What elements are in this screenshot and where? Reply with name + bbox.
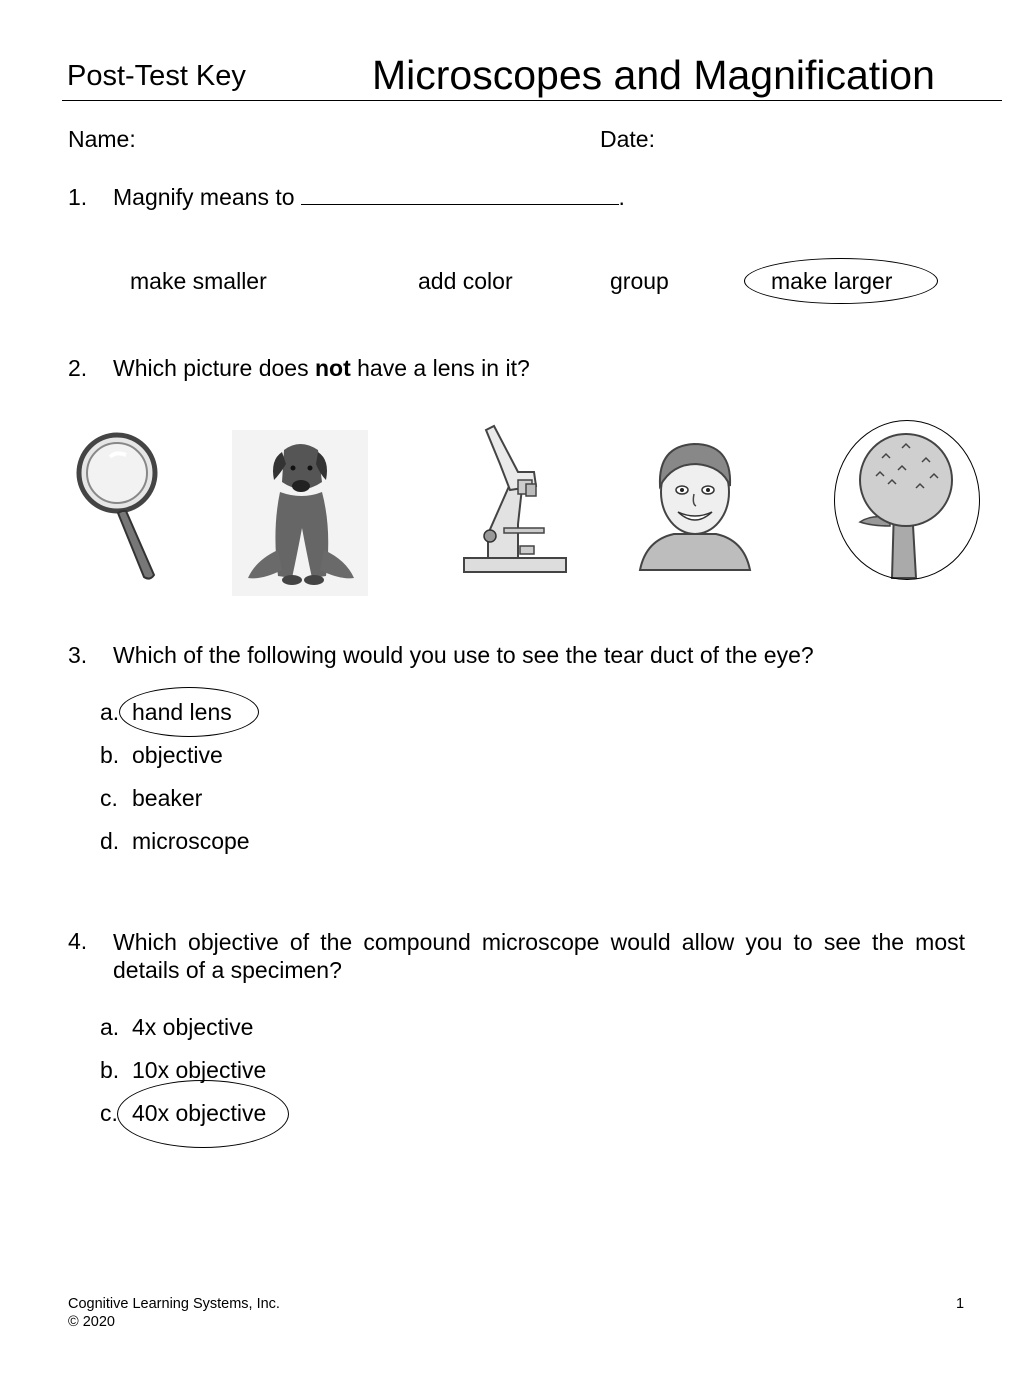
magnifying-glass-picture — [72, 425, 164, 585]
q2-prompt-bold: not — [314, 355, 351, 381]
q4-prompt: Which objective of the compound microscope would allow you to see the most details of a specimen? — [113, 929, 965, 983]
q4-option-b: 10x objective — [132, 1057, 267, 1083]
q2-number: 2. — [68, 355, 88, 381]
q1-prompt-text: Magnify means to — [113, 184, 295, 210]
q3-number: 3. — [68, 642, 88, 668]
q1-choice-4: make larger — [771, 268, 893, 294]
q1-choice-3: group — [610, 268, 669, 294]
q2-prompt-start: Which picture does — [113, 355, 309, 381]
q3-answer-circle — [119, 687, 259, 737]
q3-option-a: hand lens — [132, 699, 232, 725]
microscope-picture — [460, 424, 572, 576]
q4-option-b-letter: b. — [100, 1057, 120, 1083]
footer-copyright: © 2020 — [68, 1314, 115, 1330]
q3-option-c-letter: c. — [100, 785, 118, 811]
q1-prompt-end: . — [618, 184, 625, 210]
q3-prompt: Which of the following would you use to see the tear duct of the eye? — [113, 642, 814, 668]
q3-option-a-letter: a. — [100, 699, 120, 725]
q3-option-d-letter: d. — [100, 828, 120, 854]
q2-prompt — [113, 355, 530, 382]
q4-option-a: 4x objective — [132, 1014, 254, 1040]
page-number: 1 — [956, 1296, 965, 1312]
q1-answer-blank — [301, 186, 619, 205]
header-divider — [62, 100, 1002, 101]
q2-prompt-end: have a lens in it? — [357, 355, 530, 381]
page-title: Microscopes and Magnification — [372, 52, 935, 98]
q4-answer-circle — [117, 1080, 289, 1148]
date-label: Date: — [600, 126, 655, 152]
q3-option-b: objective — [132, 742, 223, 768]
q3-option-b-letter: b. — [100, 742, 120, 768]
q1-number: 1. — [68, 184, 88, 210]
footer-company: Cognitive Learning Systems, Inc. — [68, 1296, 280, 1312]
q3-option-c: beaker — [132, 785, 203, 811]
dog-picture — [232, 430, 368, 596]
q4-option-a-letter: a. — [100, 1014, 120, 1040]
boy-picture — [636, 436, 754, 572]
q4-option-c: 40x objective — [132, 1100, 267, 1126]
name-label: Name: — [68, 126, 136, 152]
q4-number: 4. — [68, 928, 88, 954]
q1-answer-circle — [744, 258, 938, 304]
q1-choice-2: add color — [418, 268, 513, 294]
q3-option-d: microscope — [132, 828, 250, 854]
q1-choice-1: make smaller — [130, 268, 267, 294]
q4-option-c-letter: c. — [100, 1100, 118, 1126]
q2-answer-circle — [834, 420, 980, 580]
q1-prompt — [113, 184, 625, 211]
header-label: Post-Test Key — [67, 60, 246, 92]
